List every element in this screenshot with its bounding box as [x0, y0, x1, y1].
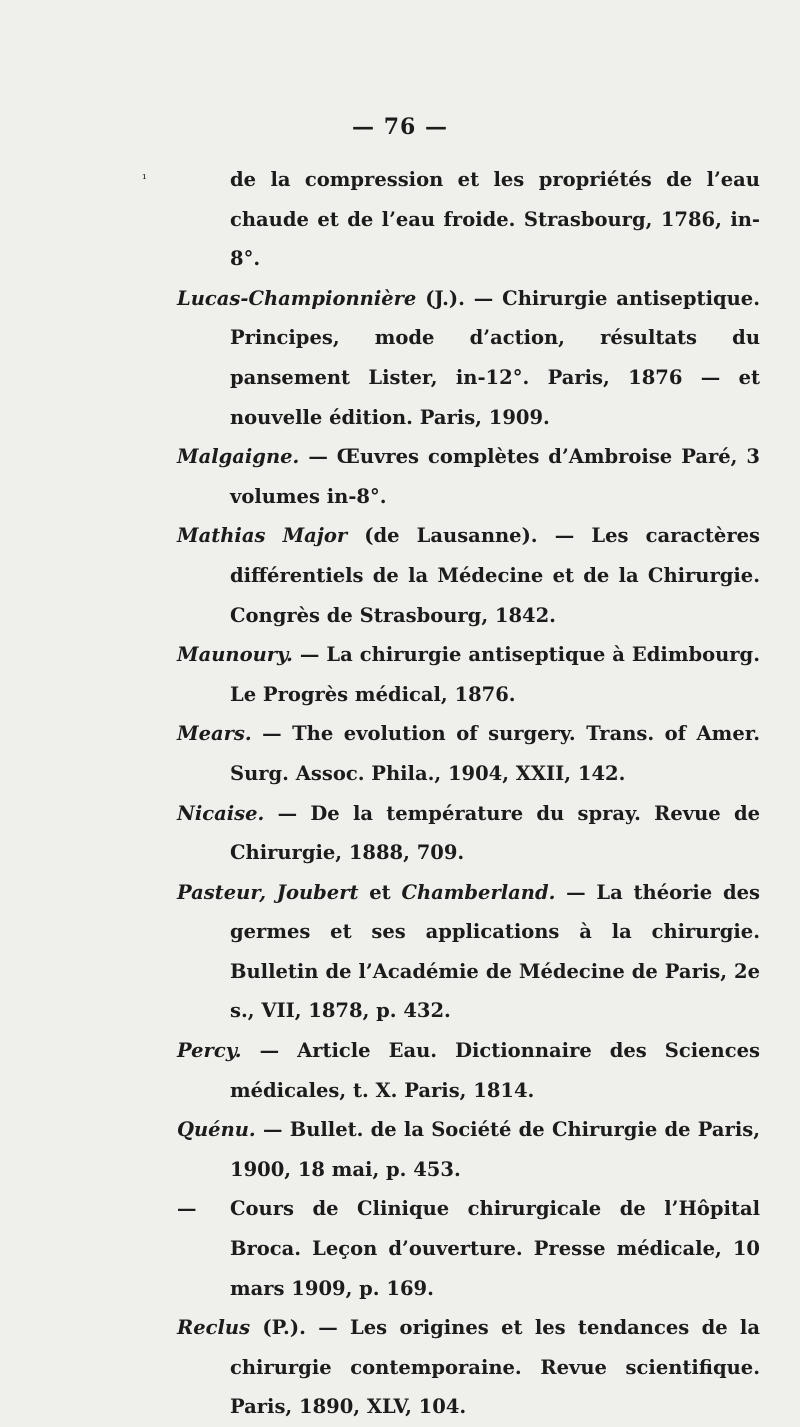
entry-text: — Chirurgie antiseptique. Principes, mode d’action, résultats du pansement Lister, in-12°. Paris, 1876 — et nouvelle édition. Paris, 1909. [230, 286, 760, 429]
bib-entry [177, 714, 760, 793]
ditto-dash: — [177, 1197, 197, 1221]
entry-extra: et [358, 880, 402, 904]
bib-entry [177, 1308, 760, 1427]
bib-entry [177, 635, 760, 714]
entry-author-2: Chamberland. [401, 880, 556, 904]
bib-entry [177, 1031, 760, 1110]
entry-extra: (J.). [416, 286, 465, 310]
entry-author: Reclus [177, 1316, 251, 1340]
entry-author: Nicaise. [177, 801, 265, 825]
bib-entry-ditto [177, 1189, 760, 1308]
entry-author: Mears. [177, 722, 252, 746]
bibliography [0, 160, 800, 1427]
entry-author: Quénu. [177, 1118, 256, 1142]
entry-text: — La chirurgie antiseptique à Edimbourg. Le Progrès médical, 1876. [230, 643, 760, 706]
entry-author: Percy. [177, 1039, 242, 1063]
entry-text: — De la température du spray. Revue de Chirurgie, 1888, 709. [230, 801, 760, 865]
continued-entry: de la compression et les propriétés de l’eau chaude et de l’eau froide. Strasbourg, 1786, in-8°. [230, 168, 760, 271]
bib-entry [177, 1110, 760, 1189]
entry-author: Lucas-Championnière [177, 286, 417, 310]
entry-text: — La théorie des germes et ses applications à la chirurgie. Bulletin de l’Académie de Médecine de Paris, 2e s., VII, 1878, p. 432. [230, 880, 760, 1023]
entry-text: — Bullet. de la Société de Chirurgie de Paris, 1900, 18 mai, p. 453. [230, 1118, 760, 1181]
bib-entry [177, 873, 760, 1031]
entry-extra: (P.). [250, 1316, 306, 1340]
entry-author: Maunoury. [177, 643, 293, 667]
bib-entry [177, 437, 760, 516]
entry-text: — The evolution of surgery. Trans. of Amer. Surg. Assoc. Phila., 1904, XXII, 142. [230, 722, 760, 785]
entry-extra: (de Lausanne). [347, 524, 538, 548]
entry-text: Cours de Clinique chirurgicale de l’Hôpital Broca. Leçon d’ouverture. Presse médicale, 10 mars 1909, p. 169. [230, 1197, 760, 1300]
bib-entry [177, 794, 760, 873]
page-number: — 76 — [352, 114, 448, 140]
entry-author: Mathias Major [177, 524, 348, 548]
entry-text: — Article Eau. Dictionnaire des Sciences médicales, t. X. Paris, 1814. [230, 1039, 760, 1102]
bib-entry [177, 516, 760, 635]
entry-text: — Les origines et les tendances de la chirurgie contemporaine. Revue scientifique. Paris, 1890, XLV, 104. [230, 1316, 760, 1419]
entry-author: Pasteur, Joubert [177, 880, 359, 904]
entry-text: — Les caractères différentiels de la Médecine et de la Chirurgie. Congrès de Strasbourg, 1842. [230, 524, 760, 627]
continuation-marker: ¹ [142, 172, 147, 186]
entry-text: — Œuvres complètes d’Ambroise Paré, 3 volumes in-8°. [230, 445, 760, 508]
entry-author: Malgaigne. [177, 445, 300, 469]
bib-entry [177, 279, 760, 437]
